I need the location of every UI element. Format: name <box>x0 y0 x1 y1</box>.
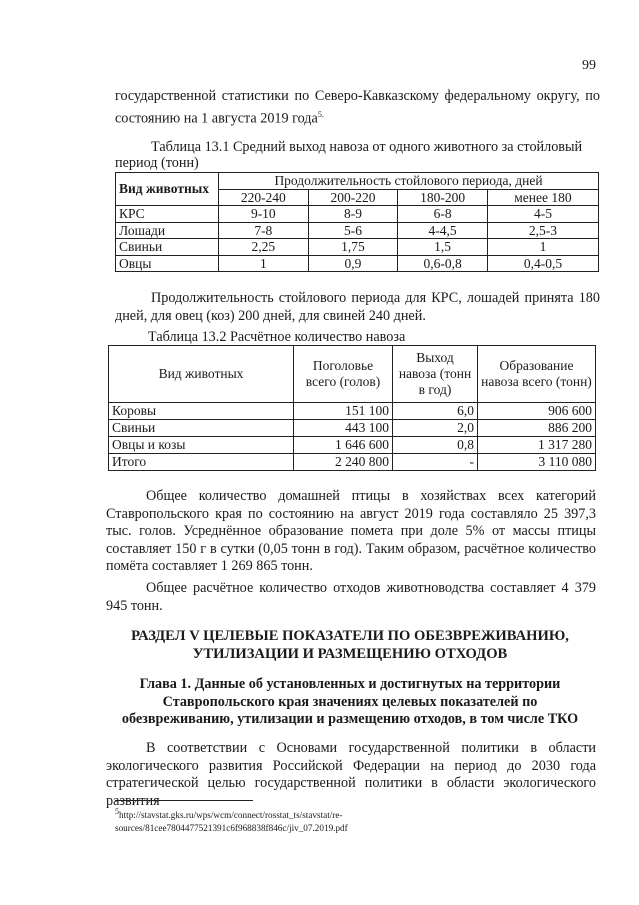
table-manure-yield <box>115 172 599 272</box>
table-row <box>116 255 599 272</box>
table1-cell: 1,5 <box>398 239 488 256</box>
table1-cell: 1,75 <box>308 239 398 256</box>
table2-caption: Таблица 13.2 Расчётное количество навоза <box>148 329 406 345</box>
table-row <box>116 206 599 223</box>
basis-paragraph: В соответствии с Основами государственной политики в области экологического развития Российской Федерации на период до 2030 года стратегической целью государственной политики в области экологического развития <box>106 740 596 809</box>
total-waste-paragraph: Общее расчётное количество отходов животноводства составляет 4 379 945 тонн. <box>106 580 596 614</box>
intro-paragraph <box>115 88 600 128</box>
table1-cell: 2,5-3 <box>487 222 598 239</box>
table-row <box>109 437 596 454</box>
page-number: 99 <box>582 58 596 73</box>
footnote-number: 5 <box>115 807 119 816</box>
table2-yield: 2,0 <box>393 420 478 437</box>
table2-animal: Свиньи <box>109 420 294 437</box>
table2-head: 151 100 <box>294 403 393 420</box>
table1-caption: Таблица 13.1 Средний выход навоза от одного животного за стойловый период (тонн) <box>115 139 583 171</box>
table2-head: 2 240 800 <box>294 454 393 471</box>
table2-header-yield: Выход навоза (тонн в год) <box>393 346 478 403</box>
footnote <box>115 806 445 834</box>
table1-animal: Свиньи <box>116 239 219 256</box>
poultry-paragraph: Общее количество домашней птицы в хозяйствах всех категорий Ставропольского края по состоянию на август 2019 года составляло 25 397,3 тыс. голов. Усреднённое образование помета при доле 5% от массы птицы составляет 150 г в сутки (0,05 тонн в год). Таким образом, расчётное количество помёта составляет 1 269 865 тонн. <box>106 488 596 574</box>
table1-period: 180-200 <box>398 189 488 206</box>
table2-header-animal: Вид животных <box>109 346 294 403</box>
table-row <box>116 239 599 256</box>
table1-cell: 5-6 <box>308 222 398 239</box>
table2-total: 886 200 <box>478 420 596 437</box>
table1-cell: 8-9 <box>308 206 398 223</box>
table1-period: менее 180 <box>487 189 598 206</box>
chapter-title: Глава 1. Данные об установленных и достигнутых на территории Ставропольского края значениях целевых показателей по обезвреживанию, утилизации и размещению отходов, в том числе ТКО <box>121 676 579 727</box>
table1-cell: 1 <box>219 255 309 272</box>
table2-animal: Овцы и козы <box>109 437 294 454</box>
table2-yield: 0,8 <box>393 437 478 454</box>
table1-period: 220-240 <box>219 189 309 206</box>
table1-period: 200-220 <box>308 189 398 206</box>
table1-header-duration: Продолжительность стойлового периода, дней <box>219 173 599 190</box>
table1-cell: 4-5 <box>487 206 598 223</box>
table2-total: 3 110 080 <box>478 454 596 471</box>
table1-cell: 0,6-0,8 <box>398 255 488 272</box>
table1-cell: 0,9 <box>308 255 398 272</box>
table2-yield: 6,0 <box>393 403 478 420</box>
table2-yield: - <box>393 454 478 471</box>
table2-header-head: Поголовье всего (голов) <box>294 346 393 403</box>
table-row <box>109 420 596 437</box>
table1-cell: 1 <box>487 239 598 256</box>
table1-cell: 4-4,5 <box>398 222 488 239</box>
table1-animal: КРС <box>116 206 219 223</box>
table2-head: 443 100 <box>294 420 393 437</box>
footnote-link[interactable]: http://stavstat.gks.ru/wps/wcm/connect/rosstat_ts/stavstat/re-sources/81cee7804477521391c6f968838f846c/jiv_07.2019.pdf <box>115 810 348 833</box>
table1-cell: 0,4-0,5 <box>487 255 598 272</box>
table1-cell: 2,25 <box>219 239 309 256</box>
footnote-separator <box>115 800 253 801</box>
table2-animal: Итого <box>109 454 294 471</box>
table2-head: 1 646 600 <box>294 437 393 454</box>
table-row <box>109 403 596 420</box>
table1-header-animal: Вид животных <box>116 173 219 206</box>
intro-text: государственной статистики по Северо-Кавказскому федеральному округу, по состоянию на 1 августа 2019 года <box>115 88 600 127</box>
table2-total: 906 600 <box>478 403 596 420</box>
table1-cell: 9-10 <box>219 206 309 223</box>
table2-animal: Коровы <box>109 403 294 420</box>
section-title: РАЗДЕЛ V ЦЕЛЕВЫЕ ПОКАЗАТЕЛИ ПО ОБЕЗВРЕЖИВАНИЮ, УТИЛИЗАЦИИ И РАЗМЕЩЕНИЮ ОТХОДОВ <box>131 628 569 662</box>
duration-paragraph: Продолжительность стойлового периода для КРС, лошадей принята 180 дней, для овец (коз) 200 дней, для свиней 240 дней. <box>115 290 600 324</box>
table1-animal: Овцы <box>116 255 219 272</box>
table-manure-total <box>108 345 596 471</box>
table1-animal: Лошади <box>116 222 219 239</box>
table-row <box>109 454 596 471</box>
table-row <box>116 222 599 239</box>
table2-header-total: Образование навоза всего (тонн) <box>478 346 596 403</box>
table1-cell: 7-8 <box>219 222 309 239</box>
footnote-ref: 5. <box>317 109 324 119</box>
table2-total: 1 317 280 <box>478 437 596 454</box>
table1-cell: 6-8 <box>398 206 488 223</box>
